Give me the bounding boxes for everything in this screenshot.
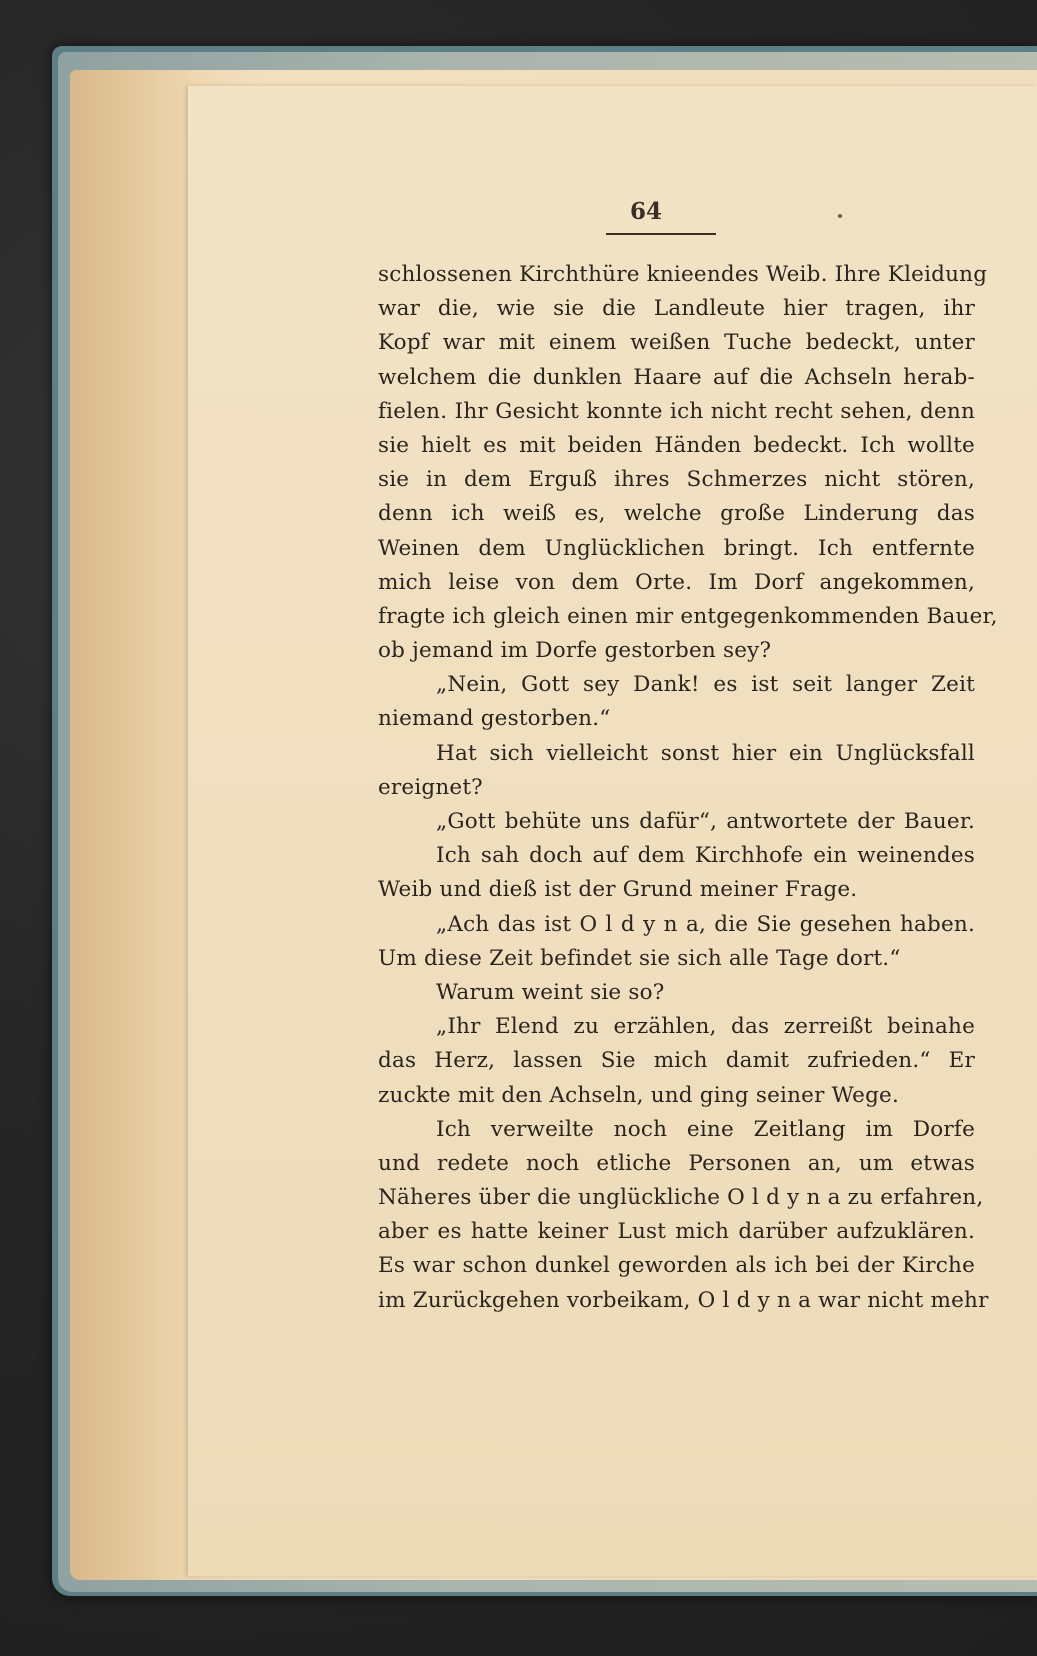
text-line: im Zurückgehen vorbeikam, O l d y n a war nicht mehr (378, 1287, 989, 1313)
text-line: Näheres über die unglückliche O l d y n a zu erfahren, (378, 1185, 984, 1211)
text-line: „Gott behüte uns dafür“, antwortete der Bauer. (436, 809, 975, 834)
text-line: ob jemand im Dorfe gestorben sey? (378, 638, 772, 664)
text-line: Weib und dieß ist der Grund meiner Frage. (378, 877, 858, 903)
text-line: aber es hatte keiner Lust mich darüber aufzuklären. (378, 1219, 975, 1245)
text-line: „Ach das ist O l d y n a, die Sie gesehen haben. (436, 911, 975, 937)
text-line: war die, wie sie die Landleute hier tragen, ihr (378, 296, 975, 322)
text-line: sie in dem Erguß ihres Schmerzes nicht stören, (378, 467, 975, 493)
text-line: schlossenen Kirchthüre knieendes Weib. Ihre Kleidung (378, 262, 988, 287)
text-line: Hat sich vielleicht sonst hier ein Unglücksfall (436, 740, 975, 766)
text-line: ereignet? (378, 774, 483, 800)
text-line: fragte ich gleich einen mir entgegenkommenden Bauer, (378, 603, 998, 629)
text-line: „Ihr Elend zu erzählen, das zerreißt beinahe (436, 1014, 975, 1040)
text-line: Kopf war mit einem weißen Tuche bedeckt, unter (378, 330, 975, 356)
text-line: Ich sah doch auf dem Kirchhofe ein weinendes (436, 843, 975, 869)
text-line: mich leise von dem Orte. Im Dorf angekommen, (378, 569, 975, 595)
text-line: fielen. Ihr Gesicht konnte ich nicht recht sehen, denn (378, 398, 975, 424)
text-line: Warum weint sie so? (436, 979, 665, 1005)
text-line: Weinen dem Unglücklichen bringt. Ich entfernte (378, 535, 975, 561)
text-line: Ich verweilte noch eine Zeitlang im Dorfe (436, 1116, 975, 1142)
body-text (378, 258, 998, 1318)
ink-speck (838, 214, 842, 218)
text-line: Um diese Zeit befindet sie sich alle Tage dort.“ (378, 945, 901, 971)
text-line: zuckte mit den Achseln, und ging seiner Wege. (378, 1082, 899, 1108)
page-number: 64 (630, 198, 663, 225)
text-line: „Nein, Gott sey Dank! es ist seit langer Zeit (436, 672, 975, 698)
text-line: niemand gestorben.“ (378, 706, 611, 732)
text-line: und redete noch etliche Personen an, um etwas (378, 1150, 975, 1176)
text-line: das Herz, lassen Sie mich damit zufrieden.“ Er (378, 1048, 975, 1074)
text-line: denn ich weiß es, welche große Linderung das (378, 501, 975, 527)
text-line: sie hielt es mit beiden Händen bedeckt. Ich wollte (378, 432, 975, 458)
text-line: welchem die dunklen Haare auf die Achseln herab- (378, 364, 975, 390)
page-number-rule (606, 233, 716, 235)
text-line: Es war schon dunkel geworden als ich bei der Kirche (378, 1253, 975, 1279)
